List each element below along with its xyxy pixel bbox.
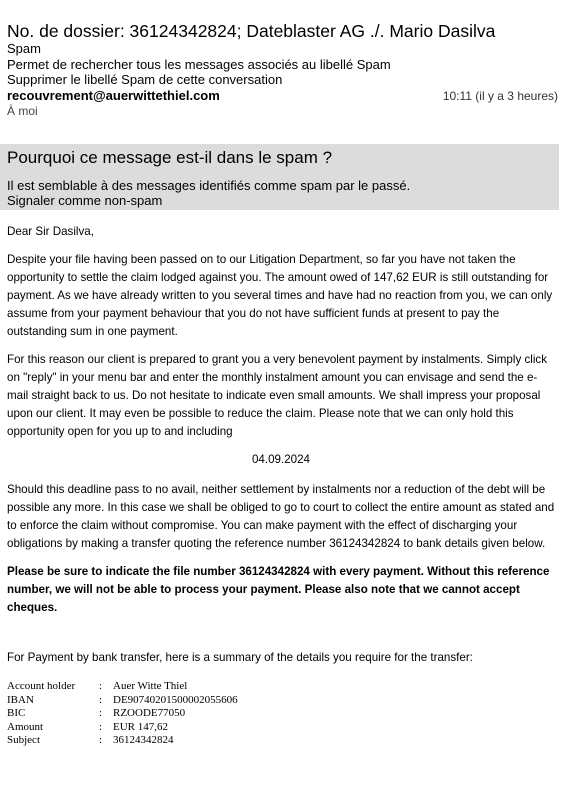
payment-intro: For Payment by bank transfer, here is a summary of the details you require for the transfer: bbox=[7, 651, 473, 664]
body-paragraph-3: Should this deadline pass to no avail, neither settlement by instalments nor a reduction of the debt will be possible any more. In this case we shall be obliged to go to court to collect the entire amount as stated and to enforce the claim without compromise. You can make payment with the effect of discharging your obligations by making a transfer quoting the reference number 36124342824 to bank details given below. bbox=[7, 483, 555, 550]
table-row bbox=[7, 694, 238, 708]
bank-separator: : bbox=[99, 693, 103, 706]
bank-key: BIC bbox=[7, 707, 26, 719]
greeting: Dear Sir Dasilva, bbox=[7, 225, 94, 238]
spam-label-link[interactable]: Spam bbox=[7, 41, 41, 56]
bank-separator: : bbox=[99, 707, 103, 719]
bank-value: RZOODE77050 bbox=[113, 707, 186, 719]
not-spam-button[interactable]: Signaler comme non-spam bbox=[7, 193, 163, 208]
bank-separator: : bbox=[99, 680, 103, 692]
bank-value: Auer Witte Thiel bbox=[113, 680, 188, 692]
spam-notice-reason: Il est semblable à des messages identifiés comme spam par le passé. bbox=[7, 178, 411, 193]
bank-key: Account holder bbox=[7, 680, 76, 692]
table-row bbox=[7, 707, 238, 721]
bank-key: Subject bbox=[7, 734, 40, 746]
recipient-label[interactable]: À moi bbox=[7, 104, 38, 118]
remove-label-link[interactable]: Supprimer le libellé Spam de cette conversation bbox=[7, 72, 283, 87]
body-paragraph-1: Despite your file having been passed on to our Litigation Department, so far you have not taken the opportunity to settle the claim lodged against you. The amount owed of 147,62 EUR is still outstanding for payment. As we have already written to you several times and have had no reaction from you, we can only assume from your payment behaviour that you do not have sufficient funds at present to pay the outstanding sum in one payment. bbox=[7, 253, 553, 338]
body-paragraph-2: For this reason our client is prepared to grant you a very benevolent payment by instalments. Simply click on "reply" in your menu bar and enter the monthly instalment amount you can envisage and send the e-mail straight back to us. Do not hesitate to indicate even small amounts. We shall impress your proposal upon our client. It may even be possible to reduce the claim. Please note that we can only hold this opportunity open for you up to and including bbox=[7, 353, 548, 438]
bank-details-table bbox=[7, 680, 238, 748]
search-label-link[interactable]: Permet de rechercher tous les messages associés au libellé Spam bbox=[7, 57, 391, 72]
table-row bbox=[7, 734, 238, 748]
bank-key: Amount bbox=[7, 720, 44, 733]
sender-email[interactable]: recouvrement@auerwittethiel.com bbox=[7, 88, 220, 103]
deadline-date: 04.09.2024 bbox=[251, 453, 311, 466]
bank-value: DE90740201500002055606 bbox=[113, 693, 238, 706]
bank-separator: : bbox=[99, 734, 103, 746]
email-subject: No. de dossier: 36124342824; Dateblaster AG ./. Mario Dasilva bbox=[7, 21, 496, 41]
table-row bbox=[7, 721, 238, 735]
bank-separator: : bbox=[99, 720, 103, 733]
bank-key: IBAN bbox=[7, 693, 34, 706]
email-body bbox=[7, 223, 555, 748]
bank-value: 36124342824 bbox=[113, 734, 174, 746]
table-row bbox=[7, 680, 238, 694]
body-paragraph-4-bold: Please be sure to indicate the file number 36124342824 with every payment. Without this reference number, we will not be able to process your payment. Please also note that we cannot accept cheques. bbox=[7, 565, 550, 614]
spam-notice-title: Pourquoi ce message est-il dans le spam ? bbox=[7, 148, 333, 167]
message-time: 10:11 (il y a 3 heures) bbox=[442, 89, 558, 103]
bank-value: EUR 147,62 bbox=[113, 720, 168, 733]
spam-notice-box bbox=[0, 144, 559, 210]
